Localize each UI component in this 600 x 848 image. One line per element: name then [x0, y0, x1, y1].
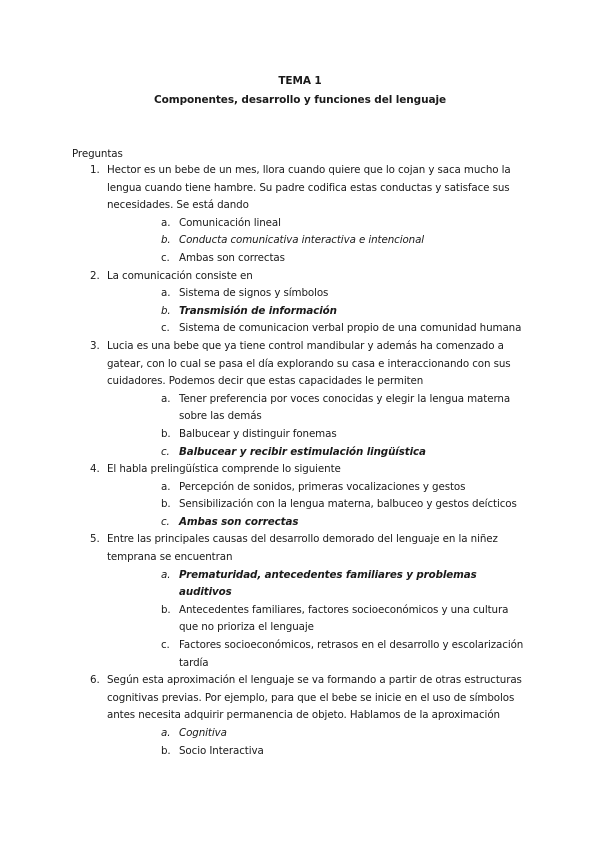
option-text: Conducta comunicativa interactiva e intencional — [179, 234, 425, 247]
question-text: Lucia es una bebe que ya tiene control mandibular y además ha comenzado a gatear, con lo cual se pasa el día explorando su casa e interaccionando con sus cuidadores. Podemos decir que estas capacidades le permiten — [107, 339, 511, 388]
option-list — [107, 215, 528, 268]
option-letter: b. — [161, 744, 171, 757]
option-letter: a. — [161, 392, 171, 405]
question-list — [72, 162, 528, 760]
option-letter: b. — [161, 498, 171, 511]
section-label: Preguntas — [72, 148, 123, 160]
question-text: Hector es un bebe de un mes, llora cuando quiere que lo cojan y saca mucho la lengua cuando tiene hambre. Su padre codifica estas conductas y satisface sus necesidades. Se está dando — [107, 164, 511, 212]
option-text: Prematuridad, antecedentes familiares y problemas auditivos — [179, 568, 477, 599]
question-number: 5. — [90, 533, 100, 546]
question-number: 3. — [90, 339, 100, 352]
option-item — [107, 637, 528, 672]
option-list — [107, 725, 528, 760]
option-item — [107, 285, 528, 303]
option-item — [107, 426, 528, 444]
option-item-correct — [107, 444, 528, 462]
option-letter: a. — [161, 480, 171, 493]
option-letter: b. — [161, 603, 171, 616]
option-text: Factores socioeconómicos, retrasos en el desarrollo y escolarización tardía — [179, 639, 524, 669]
option-text: Balbucear y distinguir fonemas — [179, 427, 337, 440]
option-text: Transmisión de información — [179, 304, 337, 317]
option-item-correct — [107, 514, 528, 532]
option-item — [107, 496, 528, 514]
option-text: Sensibilización con la lengua materna, balbuceo y gestos deícticos — [179, 498, 517, 511]
option-text: Tener preferencia por voces conocidas y elegir la lengua materna sobre las demás — [179, 392, 511, 423]
question-item — [72, 461, 528, 531]
option-text: Percepción de sonidos, primeras vocalizaciones y gestos — [179, 480, 466, 493]
option-letter: b. — [161, 304, 171, 317]
option-letter: a. — [161, 568, 171, 581]
question-item — [72, 672, 528, 760]
option-letter: c. — [161, 445, 170, 458]
option-list — [107, 285, 528, 338]
question-text: La comunicación consiste en — [107, 269, 253, 282]
option-text: Antecedentes familiares, factores socioeconómicos y una cultura que no prioriza el lenguaje — [179, 603, 509, 634]
option-letter: c. — [161, 639, 170, 652]
option-text: Socio Interactiva — [179, 744, 264, 757]
question-item — [72, 531, 528, 672]
option-text: Ambas son correctas — [179, 515, 299, 528]
option-text: Ambas son correctas — [179, 251, 285, 264]
option-list — [107, 391, 528, 461]
option-item-correct — [107, 303, 528, 321]
option-item — [107, 743, 528, 761]
question-text: Según esta aproximación el lenguaje se va formando a partir de otras estructuras cognitivas previas. Por ejemplo, para que el bebe se inicie en el uso de símbolos antes necesita adquirir permanencia de objeto. Hablamos de la aproximación — [107, 674, 522, 722]
question-number: 1. — [90, 164, 100, 176]
option-list — [107, 479, 528, 532]
question-number: 4. — [90, 463, 100, 476]
question-item — [72, 162, 528, 268]
question-item — [72, 268, 528, 338]
option-item — [107, 602, 528, 637]
option-letter: a. — [161, 216, 171, 229]
option-letter: c. — [161, 515, 170, 528]
option-item-correct — [107, 725, 528, 743]
question-text: El habla prelingüística comprende lo siguiente — [107, 463, 341, 476]
option-item-correct — [107, 232, 528, 250]
option-list — [107, 567, 528, 673]
option-item-correct — [107, 567, 528, 602]
document-subtitle: Componentes, desarrollo y funciones del lenguaje — [154, 94, 446, 106]
option-text: Balbucear y recibir estimulación lingüística — [179, 445, 426, 458]
option-item — [107, 215, 528, 233]
document-title: TEMA 1 — [278, 75, 322, 87]
option-item — [107, 391, 528, 426]
question-number: 6. — [90, 674, 100, 687]
option-text: Cognitiva — [179, 727, 227, 739]
question-item — [72, 338, 528, 461]
option-letter: a. — [161, 727, 171, 739]
option-text: Comunicación lineal — [179, 216, 281, 229]
question-text: Entre las principales causas del desarrollo demorado del lenguaje en la niñez temprana se encuentran — [107, 533, 498, 564]
option-letter: c. — [161, 251, 170, 264]
option-item — [107, 479, 528, 497]
option-text: Sistema de comunicacion verbal propio de una comunidad humana — [179, 322, 522, 335]
option-letter: a. — [161, 287, 171, 300]
option-letter: b. — [161, 427, 171, 440]
option-letter: b. — [161, 234, 171, 247]
question-number: 2. — [90, 269, 100, 282]
option-item — [107, 250, 528, 268]
option-item — [107, 320, 528, 338]
option-letter: c. — [161, 322, 170, 335]
option-text: Sistema de signos y símbolos — [179, 287, 329, 300]
